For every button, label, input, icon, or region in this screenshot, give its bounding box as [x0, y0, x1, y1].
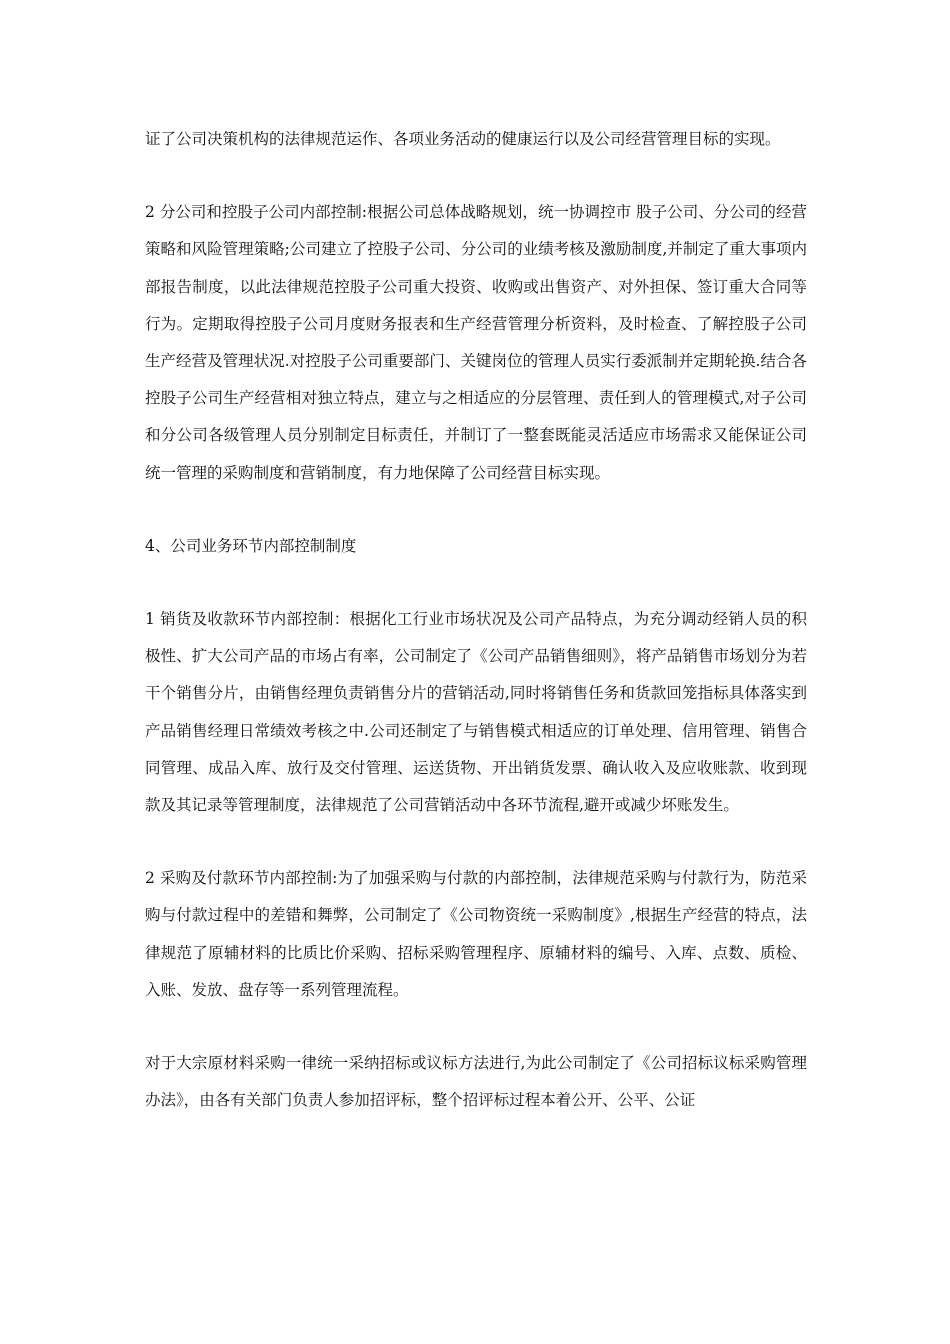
paragraph-5: 2 采购及付款环节内部控制:为了加强采购与付款的内部控制，法律规范采购与付款行为，防范采购与付款过程中的差错和舞弊，公司制定了《公司物资统一采购制度》,根据生产经营的特点，法律规范了原辅材料的比质比价采购、招标采购管理程序、原辅材料的编号、入库、点数、质检、入账、发放、盘存等一系列管理流程。: [145, 869, 807, 999]
document-body: [145, 121, 807, 1155]
paragraph-1: 证了公司决策机构的法律规范运作、各项业务活动的健康运行以及公司经营管理目标的实现。: [145, 130, 781, 148]
paragraph-3-heading: 4、公司业务环节内部控制制度: [145, 536, 357, 555]
paragraph-4: 1 销货及收款环节内部控制：根据化工行业市场状况及公司产品特点，为充分调动经销人员的积极性、扩大公司产品的市场占有率，公司制定了《公司产品销售细则》，将产品销售市场划分为若干个销售分片，由销售经理负责销售分片的营销活动,同时将销售任务和货款回笼指标具体落实到产品销售经理日常绩效考核之中.公司还制定了与销售模式相适应的订单处理、信用管理、销售合同管理、成品入库、放行及交付管理、运送货物、开出销货发票、确认收入及应收账款、收到现款及其记录等管理制度，法律规范了公司营销活动中各环节流程,避开或减少坏账发生。: [145, 610, 807, 815]
paragraph-6: 对于大宗原材料采购一律统一采纳招标或议标方法进行,为此公司制定了《公司招标议标采购管理办法》，由各有关部门负责人参加招评标，整个招评标过程本着公开、公平、公证: [145, 1054, 807, 1110]
paragraph-2: 2 分公司和控股子公司内部控制:根据公司总体战略规划，统一协调控市 股子公司、分公司的经营策略和风险管理策略;公司建立了控股子公司、分公司的业绩考核及激励制度,并制定了重大事项内部报告制度，以此法律规范控股子公司重大投资、收购或出售资产、对外担保、签订重大合同等行为。定期取得控股子公司月度财务报表和生产经营管理分析资料，及时检查、了解控股子公司生产经营及管理状况.对控股子公司重要部门、关键岗位的管理人员实行委派制并定期轮换.结合各控股子公司生产经营相对独立特点，建立与之相适应的分层管理、责任到人的管理模式,对子公司和分公司各级管理人员分别制定目标责任，并制订了一整套既能灵活适应市场需求又能保证公司统一管理的采购制度和营销制度，有力地保障了公司经营目标实现。: [145, 203, 807, 482]
